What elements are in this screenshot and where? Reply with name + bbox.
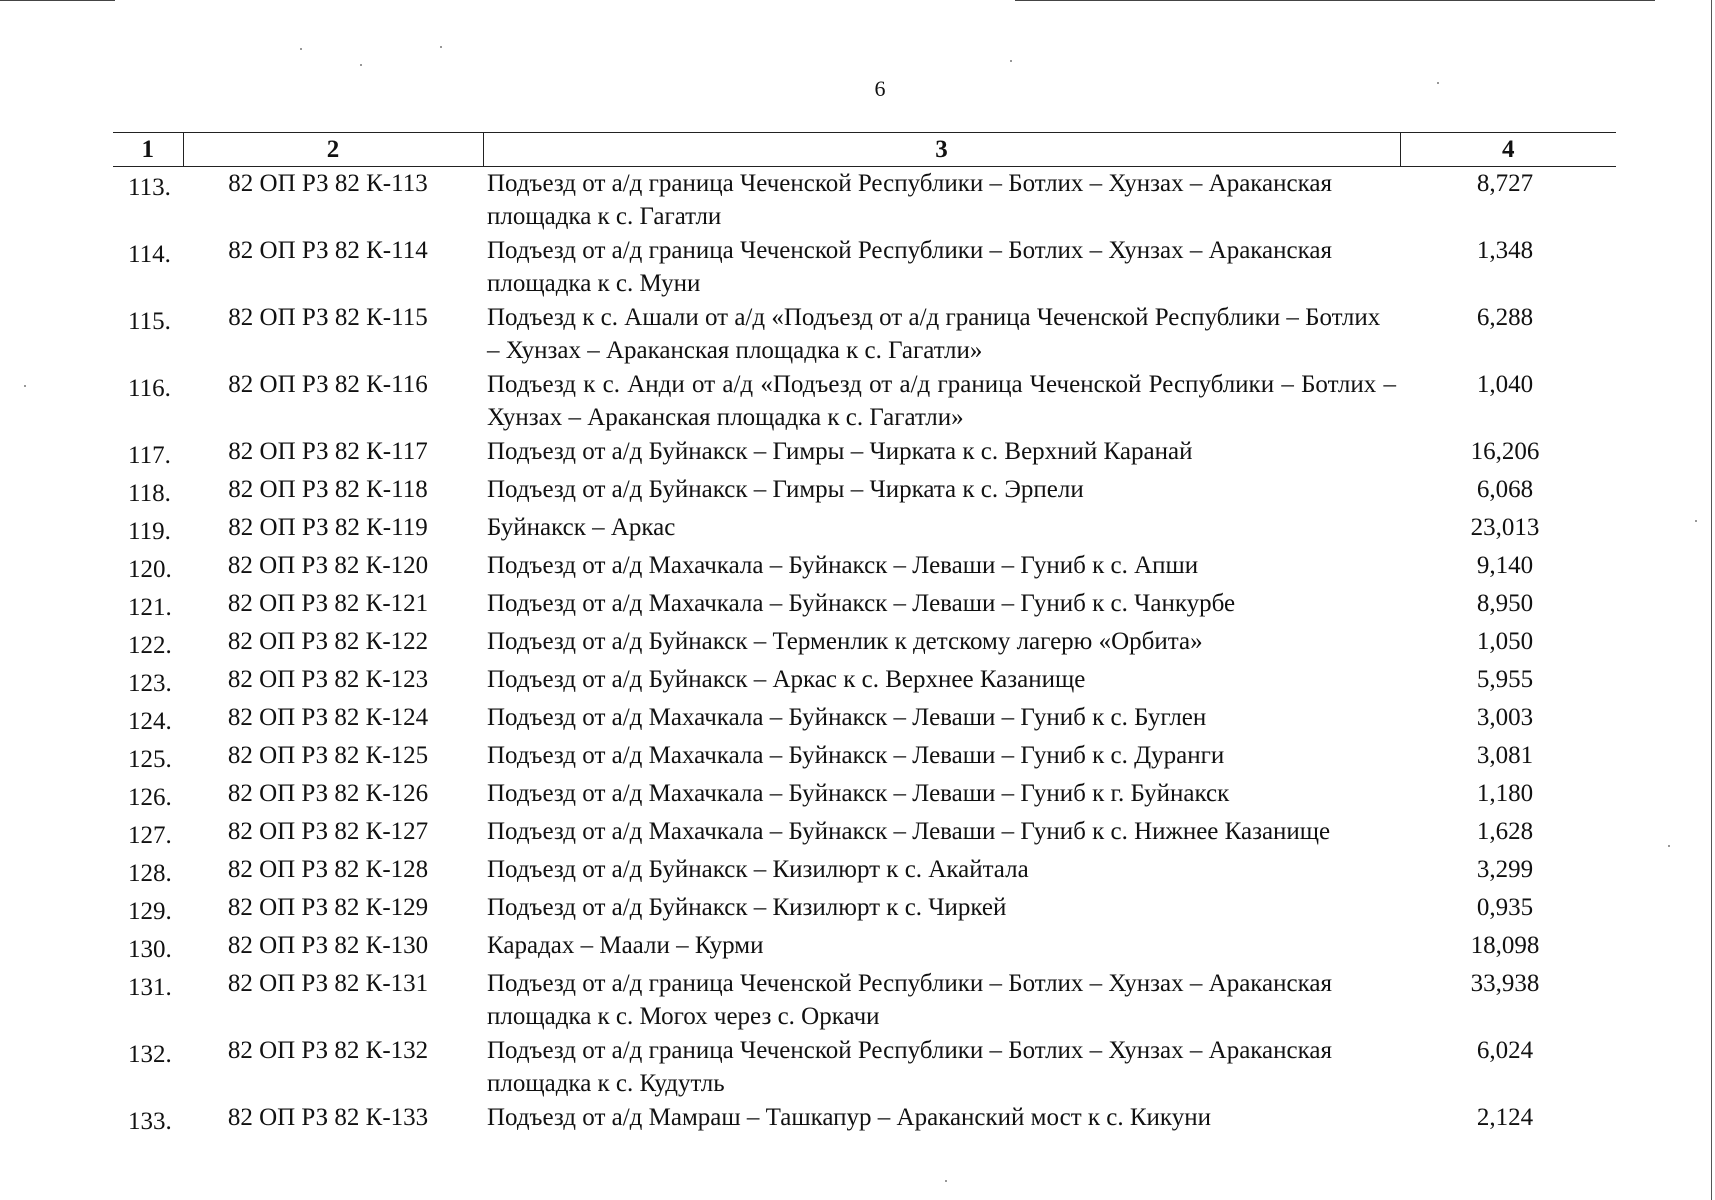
road-name: Карадах – Маали – Курми <box>487 932 764 959</box>
table-row <box>113 853 1616 891</box>
table-row <box>113 587 1616 625</box>
column-header-2: 2 <box>183 133 483 167</box>
row-number: 125. <box>128 746 172 773</box>
road-name: Подъезд к с. Анди от а/д «Подъезд от а/д граница Чеченской Республики – Ботлих – Хунзах – Араканская площадка к с. Гагатли» <box>487 371 1396 431</box>
road-code: 82 ОП РЗ 82 К-129 <box>227 894 429 921</box>
table-row <box>113 1034 1616 1101</box>
road-code: 82 ОП РЗ 82 К-133 <box>227 1104 429 1131</box>
road-name: Подъезд от а/д Буйнакск – Аркас к с. Верхнее Казанище <box>487 666 1086 693</box>
row-number: 118. <box>128 480 171 507</box>
road-code: 82 ОП РЗ 82 К-124 <box>227 704 429 731</box>
road-code: 82 ОП РЗ 82 К-123 <box>227 666 429 693</box>
road-name: Подъезд от а/д Махачкала – Буйнакск – Леваши – Гуниб к с. Буглен <box>487 704 1207 731</box>
table-row <box>113 815 1616 853</box>
scan-speck <box>945 1180 947 1182</box>
table-row <box>113 663 1616 701</box>
row-number: 121. <box>128 594 172 621</box>
road-length: 5,955 <box>1476 666 1534 693</box>
row-number: 130. <box>128 936 172 963</box>
table-row <box>113 301 1616 368</box>
road-code: 82 ОП РЗ 82 К-113 <box>228 170 428 197</box>
road-name: Подъезд от а/д Махачкала – Буйнакск – Леваши – Гуниб к с. Чанкурбе <box>487 590 1236 617</box>
table-row <box>113 511 1616 549</box>
road-name: Подъезд от а/д Буйнакск – Кизилюрт к с. Чиркей <box>487 894 1007 921</box>
table-row <box>113 234 1616 301</box>
road-registry-table <box>113 132 1616 1139</box>
road-length: 8,727 <box>1476 170 1534 197</box>
road-length: 1,180 <box>1476 780 1534 807</box>
road-name: Подъезд от а/д граница Чеченской Республики – Ботлих – Хунзах – Араканская площадка к с. Муни <box>487 237 1332 297</box>
road-length: 2,124 <box>1476 1104 1534 1131</box>
road-code: 82 ОП РЗ 82 К-119 <box>228 514 428 541</box>
row-number: 113. <box>128 174 171 201</box>
row-number: 117. <box>128 442 171 469</box>
page-number: 6 <box>874 76 886 101</box>
road-length: 9,140 <box>1476 552 1534 579</box>
row-number: 116. <box>128 375 171 402</box>
road-name: Подъезд от а/д Буйнакск – Кизилюрт к с. Акайтала <box>487 856 1029 883</box>
road-code: 82 ОП РЗ 82 К-117 <box>228 438 428 465</box>
column-header-1: 1 <box>113 133 183 167</box>
column-header-3: 3 <box>483 133 1400 167</box>
row-number: 122. <box>128 632 172 659</box>
scan-speck <box>300 48 302 50</box>
road-length: 3,003 <box>1476 704 1534 731</box>
road-length: 6,068 <box>1476 476 1534 503</box>
table-row <box>113 929 1616 967</box>
road-name: Подъезд от а/д Мамраш – Ташкапур – Араканский мост к с. Кикуни <box>487 1104 1211 1131</box>
road-name: Подъезд от а/д Махачкала – Буйнакск – Леваши – Гуниб к г. Буйнакск <box>487 780 1230 807</box>
road-name: Буйнакск – Аркас <box>487 514 676 541</box>
scan-speck <box>1695 520 1697 522</box>
road-length: 16,206 <box>1470 438 1540 465</box>
table-row <box>113 739 1616 777</box>
row-number: 115. <box>128 308 171 335</box>
road-name: Подъезд от а/д граница Чеченской Республики – Ботлих – Хунзах – Араканская площадка к с. Могох через с. Оркачи <box>487 970 1332 1030</box>
road-code: 82 ОП РЗ 82 К-127 <box>227 818 429 845</box>
road-code: 82 ОП РЗ 82 К-121 <box>227 590 429 617</box>
road-name: Подъезд от а/д граница Чеченской Республики – Ботлих – Хунзах – Араканская площадка к с. Гагатли <box>487 170 1332 230</box>
table-row <box>113 891 1616 929</box>
road-length: 8,950 <box>1476 590 1534 617</box>
road-length: 6,024 <box>1476 1037 1534 1064</box>
scan-speck <box>1010 60 1012 62</box>
row-number: 120. <box>128 556 172 583</box>
road-length: 18,098 <box>1470 932 1540 959</box>
road-name: Подъезд от а/д Буйнакск – Гимры – Чирката к с. Эрпели <box>487 476 1084 503</box>
row-number: 119. <box>128 518 171 545</box>
row-number: 127. <box>128 822 172 849</box>
road-code: 82 ОП РЗ 82 К-118 <box>228 476 428 503</box>
road-length: 1,050 <box>1476 628 1534 655</box>
road-length: 1,628 <box>1476 818 1534 845</box>
table-row <box>113 777 1616 815</box>
table-row <box>113 625 1616 663</box>
row-number: 124. <box>128 708 172 735</box>
row-number: 129. <box>128 898 172 925</box>
row-number: 114. <box>128 241 171 268</box>
table-row <box>113 967 1616 1034</box>
road-length: 0,935 <box>1476 894 1534 921</box>
road-code: 82 ОП РЗ 82 К-120 <box>227 552 429 579</box>
row-number: 128. <box>128 860 172 887</box>
table-body <box>113 167 1616 1140</box>
road-code: 82 ОП РЗ 82 К-128 <box>227 856 429 883</box>
scan-edge-top-left <box>0 0 115 1</box>
table-row <box>113 167 1616 235</box>
road-name: Подъезд от а/д Махачкала – Буйнакск – Леваши – Гуниб к с. Апши <box>487 552 1199 579</box>
road-length: 23,013 <box>1470 514 1540 541</box>
table-row <box>113 1101 1616 1139</box>
row-number: 123. <box>128 670 172 697</box>
road-name: Подъезд от а/д Буйнакск – Терменлик к детскому лагерю «Орбита» <box>487 628 1203 655</box>
table-row <box>113 473 1616 511</box>
column-header-4: 4 <box>1400 133 1616 167</box>
road-code: 82 ОП РЗ 82 К-130 <box>227 932 429 959</box>
row-number: 126. <box>128 784 172 811</box>
table-row <box>113 368 1616 435</box>
road-code: 82 ОП РЗ 82 К-125 <box>227 742 429 769</box>
road-name: Подъезд от а/д Махачкала – Буйнакск – Леваши – Гуниб к с. Дуранги <box>487 742 1225 769</box>
road-name: Подъезд от а/д граница Чеченской Республики – Ботлих – Хунзах – Араканская площадка к с. Кудутль <box>487 1037 1332 1097</box>
road-name: Подъезд к с. Ашали от а/д «Подъезд от а/д граница Чеченской Республики – Ботлих – Хунзах – Араканская площадка к с. Гагатли» <box>487 304 1381 364</box>
road-length: 6,288 <box>1476 304 1534 331</box>
scan-edge-right <box>1711 0 1712 1200</box>
scan-speck <box>440 46 442 48</box>
road-length: 1,348 <box>1476 237 1534 264</box>
road-length: 3,081 <box>1476 742 1534 769</box>
scan-edge-top-right <box>1015 0 1655 1</box>
road-length: 33,938 <box>1470 970 1540 997</box>
road-code: 82 ОП РЗ 82 К-116 <box>228 371 428 398</box>
road-name: Подъезд от а/д Буйнакск – Гимры – Чирката к с. Верхний Каранай <box>487 438 1193 465</box>
row-number: 131. <box>128 974 172 1001</box>
table-header-row <box>113 133 1616 167</box>
scan-speck <box>360 64 362 66</box>
road-length: 3,299 <box>1476 856 1534 883</box>
road-code: 82 ОП РЗ 82 К-132 <box>227 1037 429 1064</box>
road-code: 82 ОП РЗ 82 К-115 <box>228 304 428 331</box>
road-code: 82 ОП РЗ 82 К-131 <box>227 970 429 997</box>
road-code: 82 ОП РЗ 82 К-122 <box>227 628 429 655</box>
road-name: Подъезд от а/д Махачкала – Буйнакск – Леваши – Гуниб к с. Нижнее Казанище <box>487 818 1331 845</box>
table-row <box>113 701 1616 739</box>
table-row <box>113 549 1616 587</box>
scan-speck <box>1668 845 1670 847</box>
row-number: 132. <box>128 1041 172 1068</box>
scan-speck <box>24 385 26 387</box>
road-length: 1,040 <box>1476 371 1534 398</box>
road-code: 82 ОП РЗ 82 К-114 <box>228 237 428 264</box>
row-number: 133. <box>128 1108 172 1135</box>
table-row <box>113 435 1616 473</box>
road-code: 82 ОП РЗ 82 К-126 <box>227 780 429 807</box>
